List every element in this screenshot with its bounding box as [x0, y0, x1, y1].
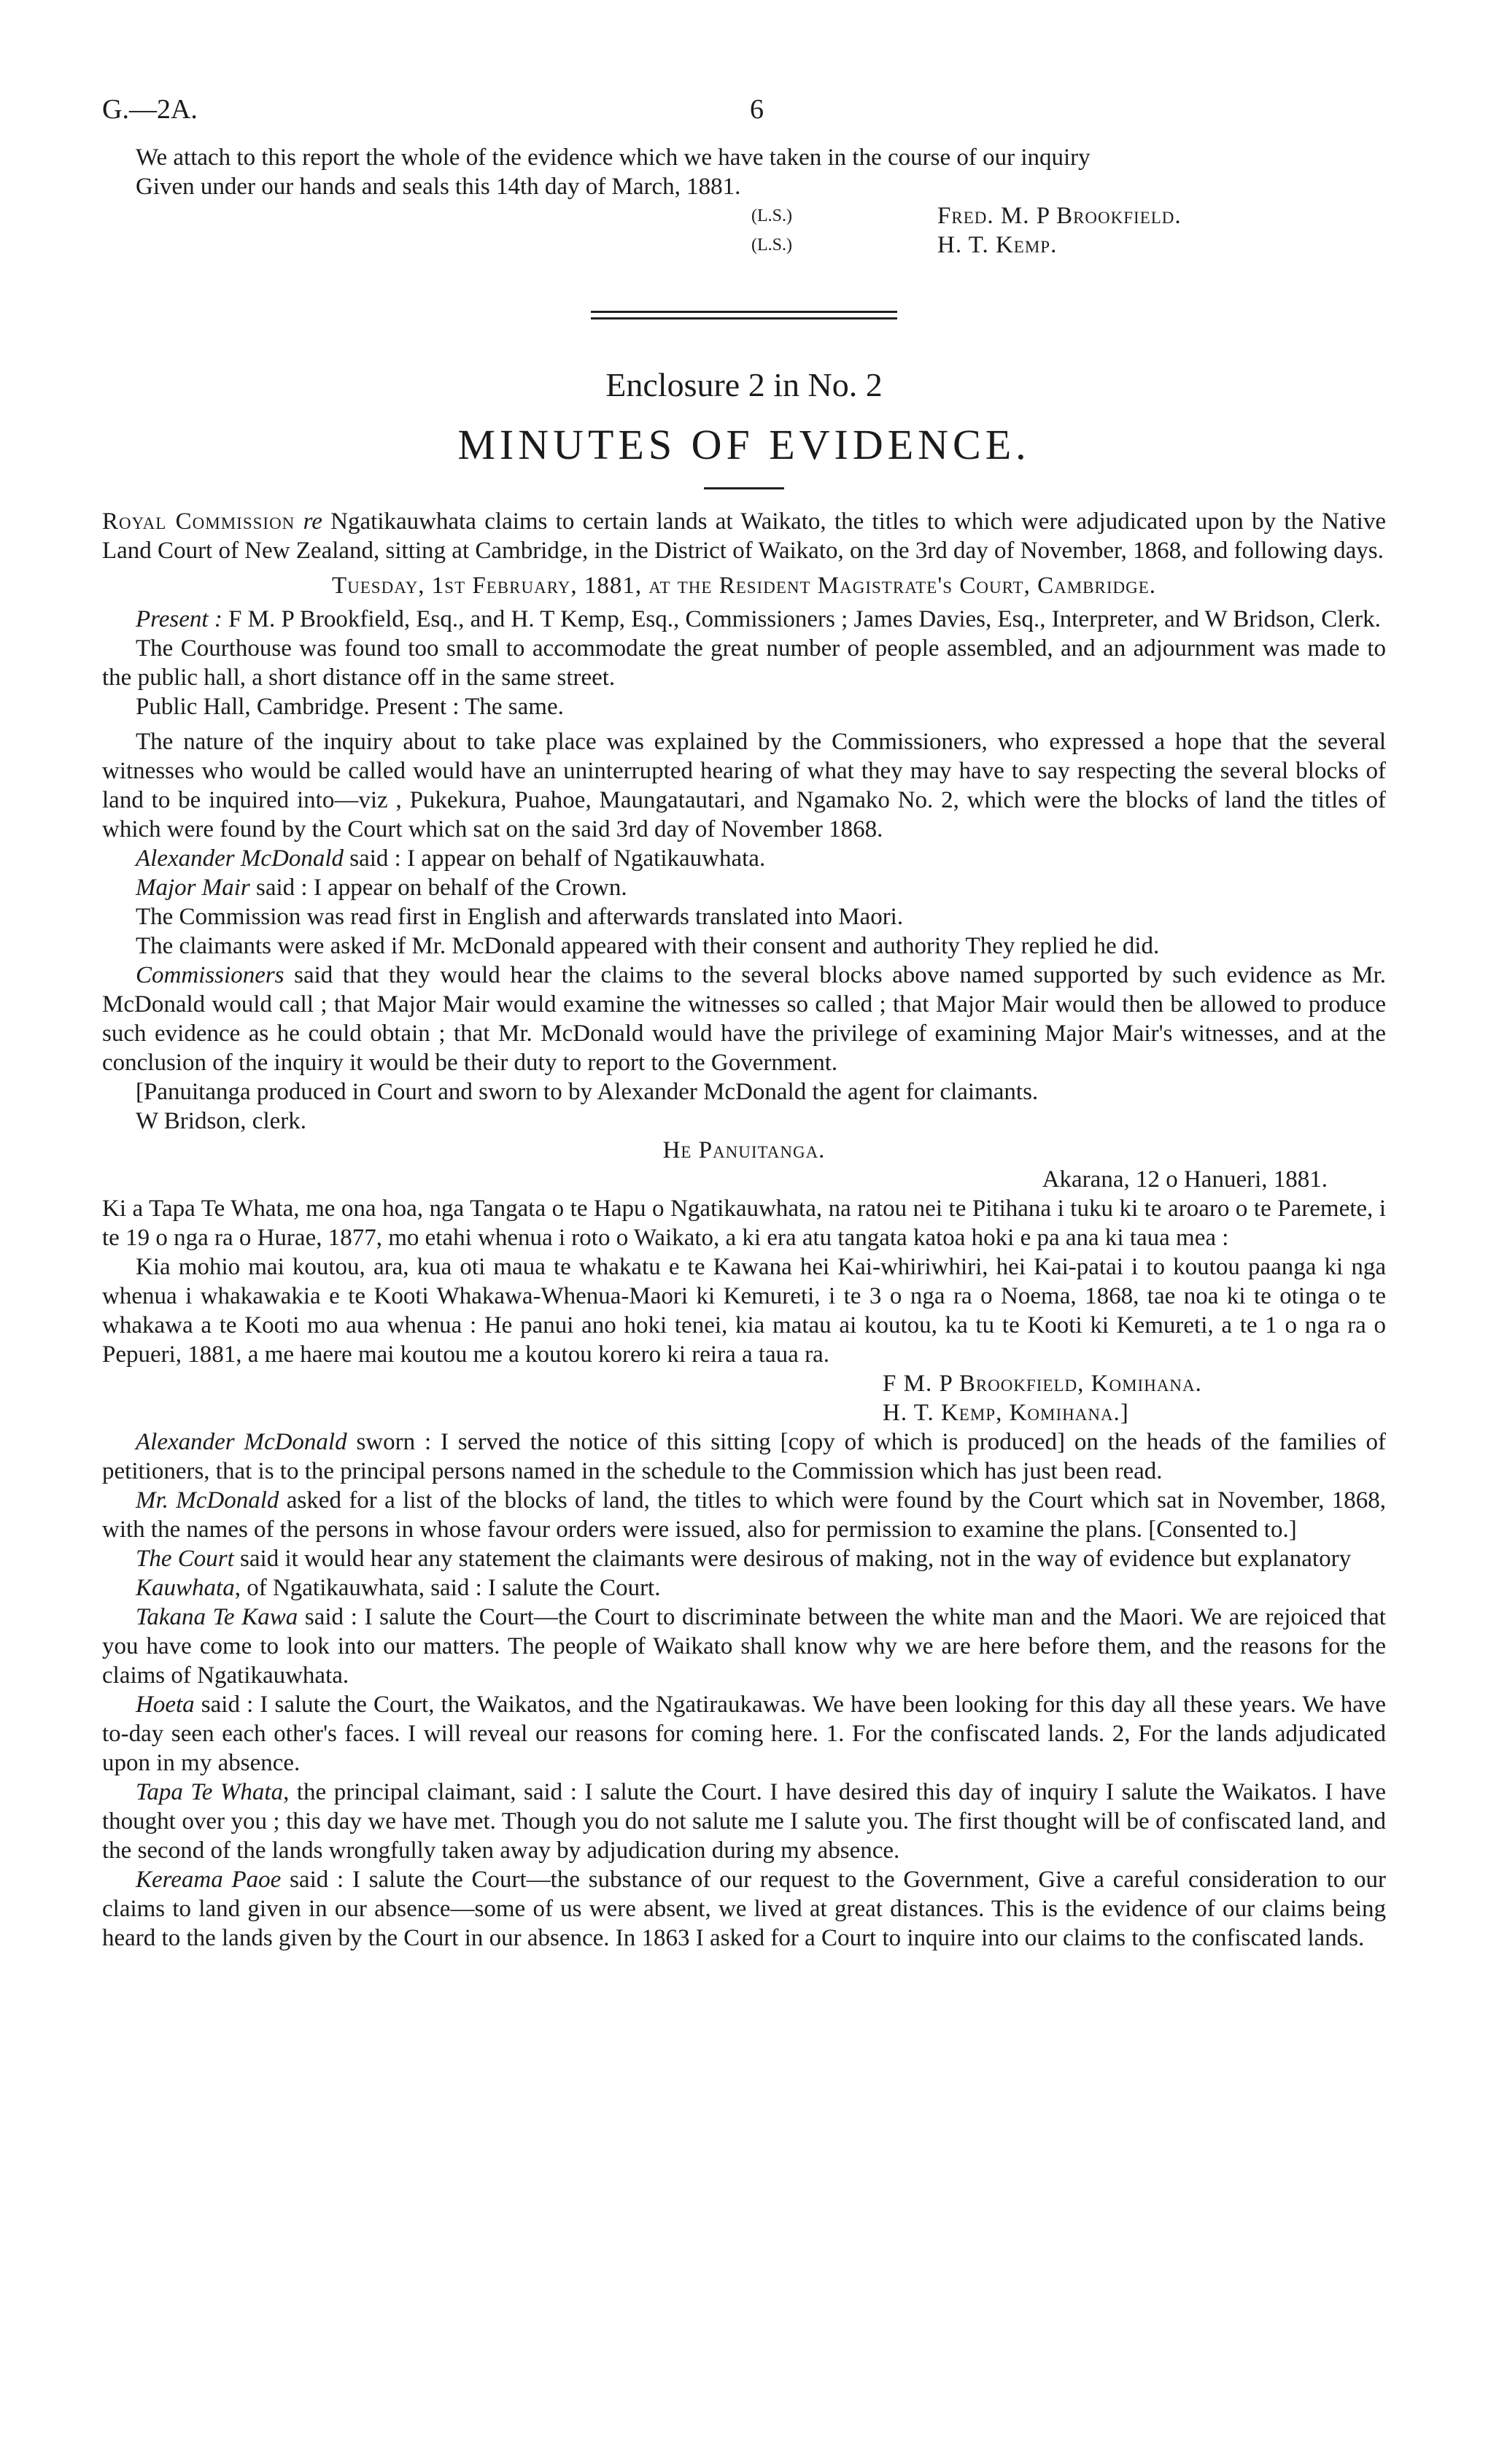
page-number: 6 [750, 94, 764, 125]
signature-row [751, 230, 1386, 260]
notice-date: Akarana, 12 o Hanueri, 1881. [1042, 1166, 1328, 1193]
statement-text: , of Ngatikauwhata, said : I salute the Court. [234, 1575, 661, 1601]
statement-text: said : I salute the Court—the Court to discriminate between the white man and the Maori. We are rejoiced that you have come to look into our matters. The people of Waikato shall know why we are here before them, and the reasons for the claims of Ngatikauwhata. [102, 1604, 1386, 1689]
commission-intro [102, 507, 1386, 565]
signatory-name: H. T. Kemp. [937, 232, 1058, 258]
report-closing [102, 143, 1386, 260]
statement-paragraph [102, 844, 1386, 873]
minutes-body [102, 507, 1386, 1953]
nature-paragraph: The nature of the inquiry about to take place was explained by the Commissioners, who expressed a hope that the several witnesses who would be called would have an uninterrupted hearing of what they may have to say respecting the several blocks of land to be inquired into—viz , Pukekura, Puahoe, Maungatautari, and Ngamako No. 2, which were the blocks of land the titles of which were found by the Court which sat on the said 3rd day of November 1868. [102, 729, 1386, 842]
speaker-name: The Court [136, 1546, 234, 1572]
speaker-name: Major Mair [136, 875, 250, 901]
clerk-line: W Bridson, clerk. [136, 1108, 307, 1134]
panuitanga-produced: [Panuitanga produced in Court and sworn to by Alexander McDonald the agent for claimants. [136, 1079, 1039, 1105]
seal-mark: (L.S.) [751, 206, 792, 225]
present-label: Present : [136, 606, 222, 632]
statement-paragraph [102, 873, 1386, 902]
section-title: MINUTES OF EVIDENCE. [457, 421, 1031, 468]
maori-notice-p1: Ki a Tapa Te Whata, me ona hoa, nga Tangata o te Hapu o Ngatikauwhata, na ratou nei te Pitihana i tuku ki te aroaro o te Paremete, i te 19 o nga ra o Hurae, 1877, mo etahi whenua i roto o Waikato, a ki era atu tangata katoa hoki e pa ana ki taua mea : [102, 1196, 1386, 1251]
statement-paragraph [102, 1486, 1386, 1544]
enclosure-heading: Enclosure 2 in No. 2 [605, 366, 883, 403]
statement-paragraph [102, 1778, 1386, 1865]
speaker-name: Commissioners [136, 962, 284, 988]
statement-text: said : I appear on behalf of Ngatikauwhata. [344, 845, 766, 872]
statement-paragraph [102, 1865, 1386, 1953]
commission-read-paragraph: The Commission was read first in English and afterwards translated into Maori. [136, 904, 904, 930]
statement-text: said it would hear any statement the claimants were desirous of making, not in the way of evidence but explanatory [233, 1546, 1352, 1572]
speaker-name: Tapa Te Whata [136, 1779, 284, 1805]
speaker-name: Kereama Paoe [136, 1867, 282, 1893]
statement-paragraph [102, 1603, 1386, 1690]
statement-paragraph [102, 1573, 1386, 1603]
speaker-name: Hoeta [136, 1692, 195, 1718]
intro-line-2: Given under our hands and seals this 14th day of March, 1881. [136, 174, 741, 200]
present-text: F M. P Brookfield, Esq., and H. T Kemp, Esq., Commissioners ; James Davies, Esq., Interpreter, and W Bridson, Clerk. [222, 606, 1381, 632]
courthouse-paragraph: The Courthouse was found too small to accommodate the great number of people assembled, and an adjournment was made to the public hall, a short distance off in the same street. [102, 635, 1386, 691]
statement-paragraph [102, 961, 1386, 1077]
signatory-name: Fred. M. P Brookfield. [937, 203, 1182, 229]
notice-heading: He Panuitanga. [662, 1137, 826, 1163]
intro-line-1: We attach to this report the whole of the evidence which we have taken in the course of our inquiry [136, 144, 1091, 171]
short-rule-divider [704, 487, 784, 489]
seal-mark: (L.S.) [751, 236, 792, 255]
signature-block [751, 201, 1386, 260]
sitting-date-line: Tuesday, 1st February, 1881, at the Resident Magistrate's Court, Cambridge. [331, 573, 1157, 599]
speaker-name: Alexander McDonald [136, 1429, 347, 1455]
public-hall-paragraph: Public Hall, Cambridge. Present : The same. [136, 694, 564, 720]
re-word: re [303, 508, 322, 535]
speaker-name: Alexander McDonald [136, 845, 344, 872]
komihana-signature: F M. P Brookfield, Komihana. [883, 1371, 1202, 1397]
statement-text: said that they would hear the claims to the several blocks above named supported by such evidence as Mr. McDonald would call ; that Major Mair would examine the witnesses so called ; that Major Mair would then be allowed to produce such evidence as he could obtain ; that Mr. McDonald would have the privilege of examining Major Mair's witnesses, and at the conclusion of the inquiry it would be their duty to report to the Government. [102, 962, 1386, 1076]
speaker-name: Takana Te Kawa [136, 1604, 298, 1630]
commission-lead: Royal Commission [102, 508, 295, 535]
maori-notice-p2: Kia mohio mai koutou, ara, kua oti maua te whakatu e te Kawana hei Kai-whiriwhiri, hei Kai-patai i to koutou paanga ki nga whenua i whakawakia e te Kooti Whakawa-Whenua-Maori ki Kemureti, i te 3 o nga ra o Noema, 1868, tae noa ki te otinga o te whakawa a te Kooti mo aua whenua : He panui ano hoki tenei, kia matau ai koutou, ka tu te Kooti ki Kemureti, a te 1 o nga ra o Pepueri, 1881, a me haere mai koutou me a koutou korero ki reira a taua ra. [102, 1254, 1386, 1368]
speaker-name: Kauwhata [136, 1575, 235, 1601]
statement-text: said : I salute the Court—the substance of our request to the Government, Give a careful consideration to our claims to land given in our absence—some of us were absent, we lived at great distances. This is the evidence of our claims being heard to the lands given by the Court in our absence. In 1863 I asked for a Court to inquire into our claims to the confiscated lands. [102, 1867, 1386, 1951]
statement-text: , the principal claimant, said : I salute the Court. I have desired this day of inquiry I salute the Waikatos. I have thought over you ; this day we have met. Though you do not salute me I salute you. The first thought will be of confiscated land, and the second of the lands wrongfully taken away by adjudication during my absence. [102, 1779, 1387, 1864]
document-code: G.—2A. [102, 94, 198, 125]
statement-text: asked for a list of the blocks of land, the titles to which were found by the Court which sat in November, 1868, with the names of the persons in whose favour orders were issued, also for permission to examine the plans. [Consented to.] [102, 1487, 1386, 1543]
statement-paragraph [102, 1544, 1386, 1573]
claimants-paragraph: The claimants were asked if Mr. McDonald appeared with their consent and authority They replied he did. [136, 933, 1160, 959]
statement-text: said : I salute the Court, the Waikatos, and the Ngatiraukawas. We have been looking for this day all these years. We have to-day seen each other's faces. I will reveal our reasons for coming here. 1. For the confiscated lands. 2, For the lands adjudicated upon in my absence. [102, 1692, 1386, 1776]
document-page [102, 95, 1386, 1953]
statement-text: sworn : I served the notice of this sitting [copy of which is produced] on the heads of the families of petitioners, that is to the principal persons named in the schedule to the Commission which has just been read. [102, 1429, 1386, 1484]
present-paragraph [102, 605, 1386, 634]
speaker-name: Mr. McDonald [136, 1487, 279, 1514]
page-header [102, 95, 1386, 139]
commission-text: Ngatikauwhata claims to certain lands at Waikato, the titles to which were adjudicated upon by the Native Land Court of New Zealand, sitting at Cambridge, in the District of Waikato, on the 3rd day of November, 1868, and following days. [102, 508, 1386, 564]
statement-text: said : I appear on behalf of the Crown. [249, 875, 627, 901]
double-rule-divider [591, 311, 897, 319]
komihana-signature: H. T. Kemp, Komihana.] [883, 1400, 1129, 1426]
statement-paragraph [102, 1690, 1386, 1778]
signature-row [751, 201, 1386, 230]
statement-paragraph [102, 1427, 1386, 1486]
